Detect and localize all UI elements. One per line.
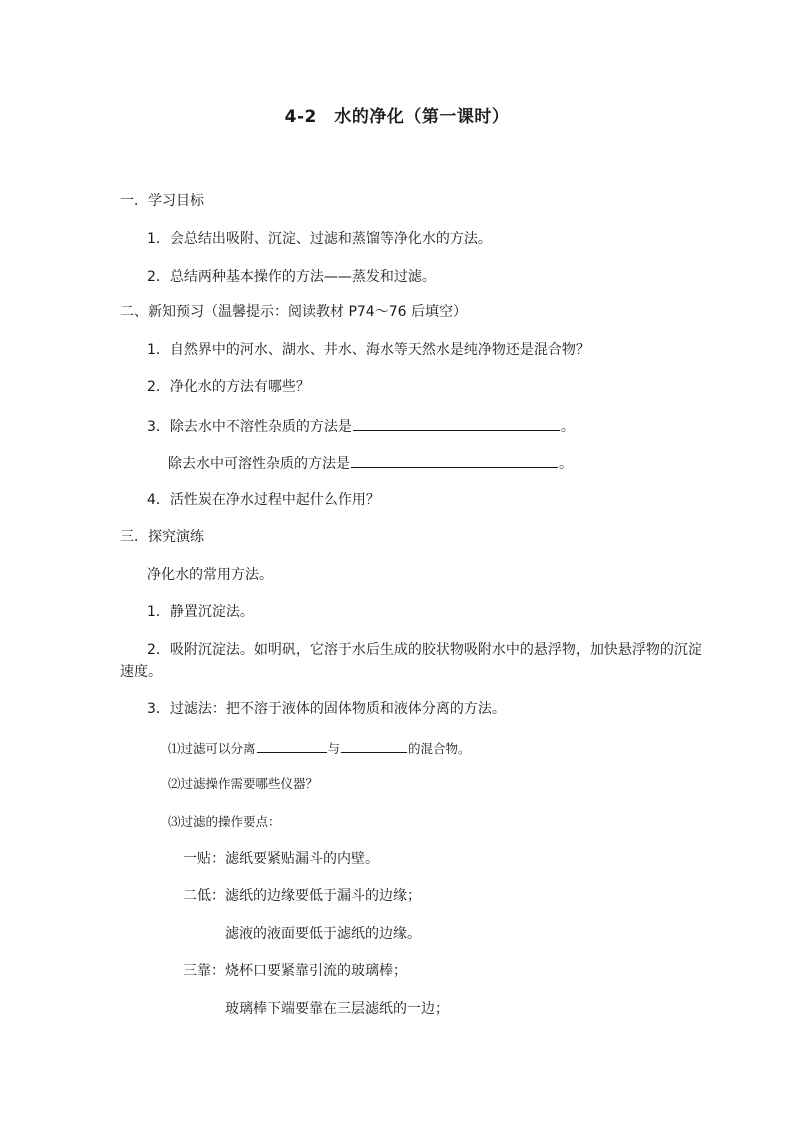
point-two-low-b: 滤液的液面要低于滤纸的边缘。 xyxy=(225,926,421,942)
goal-item-2: 2．总结两种基本操作的方法——蒸发和过滤。 xyxy=(147,269,436,285)
method-2-line-1: 2．吸附沉淀法。如明矾，它溶于水后生成的胶状物吸附水中的悬浮物，加快悬浮物的沉淀 xyxy=(147,642,702,658)
question-1: 1．自然界中的河水、湖水、井水、海水等天然水是纯净物还是混合物？ xyxy=(147,342,590,358)
filter-q2: ⑵过滤操作需要哪些仪器？ xyxy=(168,776,319,791)
answer-blank-insoluble[interactable] xyxy=(353,416,560,431)
method-intro: 净化水的常用方法。 xyxy=(147,567,273,583)
answer-blank-filter-2[interactable] xyxy=(341,738,407,753)
filter-q1-suffix: 的混合物。 xyxy=(408,741,471,756)
method-2-line-2: 速度。 xyxy=(120,664,162,680)
section2-heading: 二、新知预习（温馨提示：阅读教材 P74～76 后填空） xyxy=(120,304,467,320)
point-three-lean-b: 玻璃棒下端要靠在三层滤纸的一边； xyxy=(225,1001,449,1017)
question-2: 2．净化水的方法有哪些？ xyxy=(147,379,310,395)
section1-heading: 一．学习目标 xyxy=(120,193,204,209)
page-title: 4-2 水的净化（第一课时） xyxy=(284,107,510,127)
method-1: 1．静置沉淀法。 xyxy=(147,604,254,620)
question-3b xyxy=(168,453,573,473)
question-3b-prefix: 除去水中可溶性杂质的方法是 xyxy=(168,456,350,472)
filter-q1-prefix: ⑴过滤可以分离 xyxy=(168,741,256,756)
filter-q1 xyxy=(168,738,471,758)
question-3-suffix: 。 xyxy=(560,419,575,435)
question-3 xyxy=(147,416,575,436)
question-4: 4．活性炭在净水过程中起什么作用？ xyxy=(147,492,380,508)
answer-blank-filter-1[interactable] xyxy=(257,738,327,753)
point-one-stick: 一贴：滤纸要紧贴漏斗的内壁。 xyxy=(183,851,379,867)
question-3b-suffix: 。 xyxy=(559,456,573,472)
answer-blank-soluble[interactable] xyxy=(351,453,558,468)
point-two-low-a: 二低：滤纸的边缘要低于漏斗的边缘； xyxy=(183,888,421,904)
filter-q3: ⑶过滤的操作要点： xyxy=(168,814,281,829)
question-3-prefix: 3．除去水中不溶性杂质的方法是 xyxy=(147,419,352,435)
goal-item-1: 1．会总结出吸附、沉淀、过滤和蒸馏等净化水的方法。 xyxy=(147,231,492,247)
section3-heading: 三．探究演练 xyxy=(120,529,204,545)
point-three-lean-a: 三靠：烧杯口要紧靠引流的玻璃棒； xyxy=(183,963,407,979)
filter-q1-mid: 与 xyxy=(327,741,341,756)
method-3: 3．过滤法：把不溶于液体的固体物质和液体分离的方法。 xyxy=(147,701,506,717)
